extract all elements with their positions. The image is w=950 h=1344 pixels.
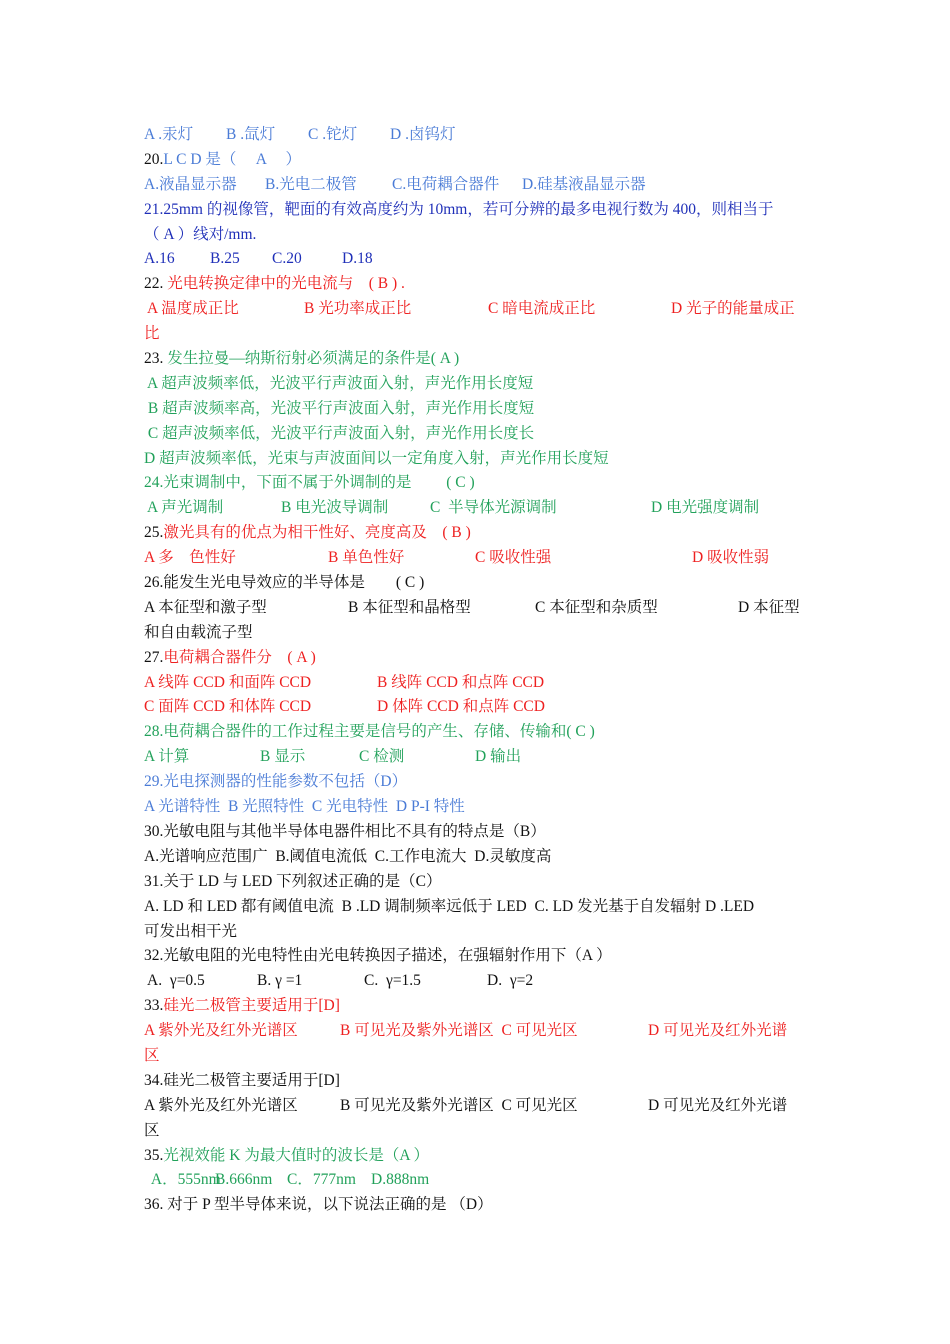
option-text: C 检测 — [359, 748, 405, 766]
question-text: 硅光二极管主要适用于[D] — [163, 997, 340, 1015]
text-line: D 超声波频率低，光束与声波面间以一定角度入射，声光作用长度短 — [144, 449, 609, 467]
text-line: 34.硅光二极管主要适用于[D] — [144, 1071, 340, 1089]
text-line — [144, 1094, 814, 1119]
question-number: 35. — [144, 1146, 164, 1164]
text-line — [144, 247, 814, 272]
text-line — [144, 546, 814, 571]
text-line — [144, 1019, 814, 1044]
text-line — [144, 123, 814, 148]
text-line: C 超声波频率低，光波平行声波面入射，声光作用长度长 — [144, 424, 535, 442]
text-line: A.光谱响应范围广 B.阈值电流低 C.工作电流大 D.灵敏度高 — [144, 847, 552, 865]
option-text: C 半导体光源调制 — [430, 499, 557, 517]
option-text: B 电光波导调制 — [281, 499, 389, 517]
text-line — [144, 496, 814, 521]
text-line — [144, 1144, 814, 1169]
option-text: A.液晶显示器 — [144, 175, 237, 193]
option-text: C 面阵 CCD 和体阵 CCD — [144, 698, 312, 716]
text-line: A. LD 和 LED 都有阈值电流 B .LD 调制频率远低于 LED C. LD 发光基于自发辐射 D .LED — [144, 897, 755, 915]
option-text: C.20 — [272, 250, 302, 268]
text-line: B 超声波频率高，光波平行声波面入射，声光作用长度短 — [144, 399, 535, 417]
option-text: B 本征型和晶格型 — [348, 598, 471, 616]
text-line: 24.光束调制中，下面不属于外调制的是 ( C ) — [144, 474, 475, 492]
question-text: 激光具有的优点为相干性好、亮度高及 ( B ) — [163, 524, 471, 542]
option-text: B 可见光及紫外光谱区 C 可见光区 — [340, 1022, 578, 1040]
option-text: D 体阵 CCD 和点阵 CCD — [377, 698, 545, 716]
document-body — [144, 123, 814, 1218]
option-text: A 声光调制 — [144, 499, 224, 517]
option-text: C 吸收性强 — [475, 549, 552, 567]
question-number: 20. — [144, 150, 164, 168]
question-number: 25. — [144, 524, 164, 542]
option-text: D 吸收性弱 — [692, 549, 770, 567]
option-text: B 可见光及紫外光谱区 C 可见光区 — [340, 1096, 578, 1114]
option-text: C．777nm — [287, 1171, 356, 1189]
option-text: B .氙灯 — [226, 126, 276, 143]
option-text: A 紫外光及红外光谱区 — [144, 1022, 298, 1040]
option-text: B. γ =1 — [257, 972, 303, 990]
option-text: D.硅基液晶显示器 — [522, 175, 646, 193]
option-text: D.18 — [342, 250, 373, 268]
text-line: 28.电荷耦合器件的工作过程主要是信号的产生、存储、传输和( C ) — [144, 723, 595, 741]
text-line: 区 — [144, 1046, 160, 1064]
text-line: 21.25mm 的视像管，靶面的有效高度约为 10mm，若可分辨的最多电视行数为 400，则相当于 — [144, 200, 774, 218]
text-line: A 光谱特性 B 光照特性 C 光电特性 D P-I 特性 — [144, 798, 465, 816]
option-text: D. γ=2 — [487, 972, 534, 990]
question-text: L C D 是（ A ） — [163, 150, 302, 168]
question-text: 发生拉曼—纳斯衍射必须满足的条件是( A ) — [167, 350, 460, 368]
option-text: C .铊灯 — [308, 126, 358, 143]
option-text: D 可见光及红外光谱 — [648, 1096, 788, 1114]
option-text: B 单色性好 — [328, 549, 405, 567]
option-text: B.光电二极管 — [265, 175, 357, 193]
text-line — [144, 148, 814, 173]
text-line — [144, 646, 814, 671]
question-text: 电荷耦合器件分 ( A ) — [163, 648, 316, 666]
text-line: 32.光敏电阻的光电特性由光电转换因子描述，在强辐射作用下（A ） — [144, 947, 612, 965]
option-text: A 多 色性好 — [144, 549, 236, 567]
text-line: 36. 对于 P 型半导体来说，以下说法正确的是 （D） — [144, 1196, 493, 1214]
option-text: A 温度成正比 — [144, 300, 239, 318]
option-text: C. γ=1.5 — [364, 972, 421, 990]
option-text: B.666nm — [215, 1171, 273, 1189]
question-number: 27. — [144, 648, 164, 666]
text-line — [144, 347, 814, 372]
option-text: B 光功率成正比 — [304, 300, 412, 318]
option-text: A.16 — [144, 250, 175, 268]
option-text: D.888nm — [371, 1171, 430, 1189]
option-text: B.25 — [210, 250, 240, 268]
text-line: 29.光电探测器的性能参数不包括（D） — [144, 773, 408, 791]
question-number: 23. — [144, 350, 168, 368]
option-text: A 紫外光及红外光谱区 — [144, 1096, 298, 1114]
option-text: B 线阵 CCD 和点阵 CCD — [377, 673, 545, 691]
text-line: 可发出相干光 — [144, 922, 238, 940]
option-text: B 显示 — [260, 748, 306, 766]
text-line: 30.光敏电阻与其他半导体电器件相比不具有的特点是（B） — [144, 822, 546, 840]
text-line — [144, 969, 814, 994]
question-text: 光电转换定律中的光电流与 ( B ) . — [167, 275, 405, 293]
question-number: 33. — [144, 997, 164, 1015]
option-text: D 电光强度调制 — [651, 499, 760, 517]
option-text: A .汞灯 — [144, 126, 194, 143]
text-line — [144, 272, 814, 297]
text-line — [144, 745, 814, 770]
option-text: D 可见光及红外光谱 — [648, 1022, 788, 1040]
option-text: C 本征型和杂质型 — [535, 598, 658, 616]
text-line — [144, 1168, 814, 1193]
text-line — [144, 994, 814, 1019]
option-text: D 输出 — [475, 748, 522, 766]
option-text: A. γ=0.5 — [144, 972, 205, 990]
question-number: 22. — [144, 275, 168, 293]
text-line: 和自由载流子型 — [144, 623, 253, 641]
option-text: A 本征型和激子型 — [144, 598, 267, 616]
text-line: 31.关于 LD 与 LED 下列叙述正确的是（C） — [144, 872, 442, 890]
text-line — [144, 173, 814, 198]
text-line: 比 — [144, 325, 160, 343]
option-text: C.电荷耦合器件 — [392, 175, 500, 193]
text-line: A 超声波频率低，光波平行声波面入射，声光作用长度短 — [144, 374, 534, 392]
option-text: D .卤钨灯 — [390, 126, 456, 143]
text-line: 26.能发生光电导效应的半导体是 ( C ) — [144, 574, 425, 592]
text-line: 区 — [144, 1121, 160, 1139]
text-line — [144, 596, 814, 621]
option-text: D 光子的能量成正 — [671, 300, 795, 318]
text-line — [144, 521, 814, 546]
question-text: 光视效能 K 为最大值时的波长是（A ） — [163, 1146, 430, 1164]
option-text: A．555nm — [144, 1171, 221, 1189]
text-line: （ A ）线对/mm. — [144, 225, 257, 243]
option-text: A 计算 — [144, 748, 190, 766]
option-text: A 线阵 CCD 和面阵 CCD — [144, 673, 312, 691]
option-text: C 暗电流成正比 — [488, 300, 596, 318]
text-line — [144, 695, 814, 720]
option-text: D 本征型 — [738, 598, 800, 616]
text-line — [144, 297, 814, 322]
text-line — [144, 671, 814, 696]
